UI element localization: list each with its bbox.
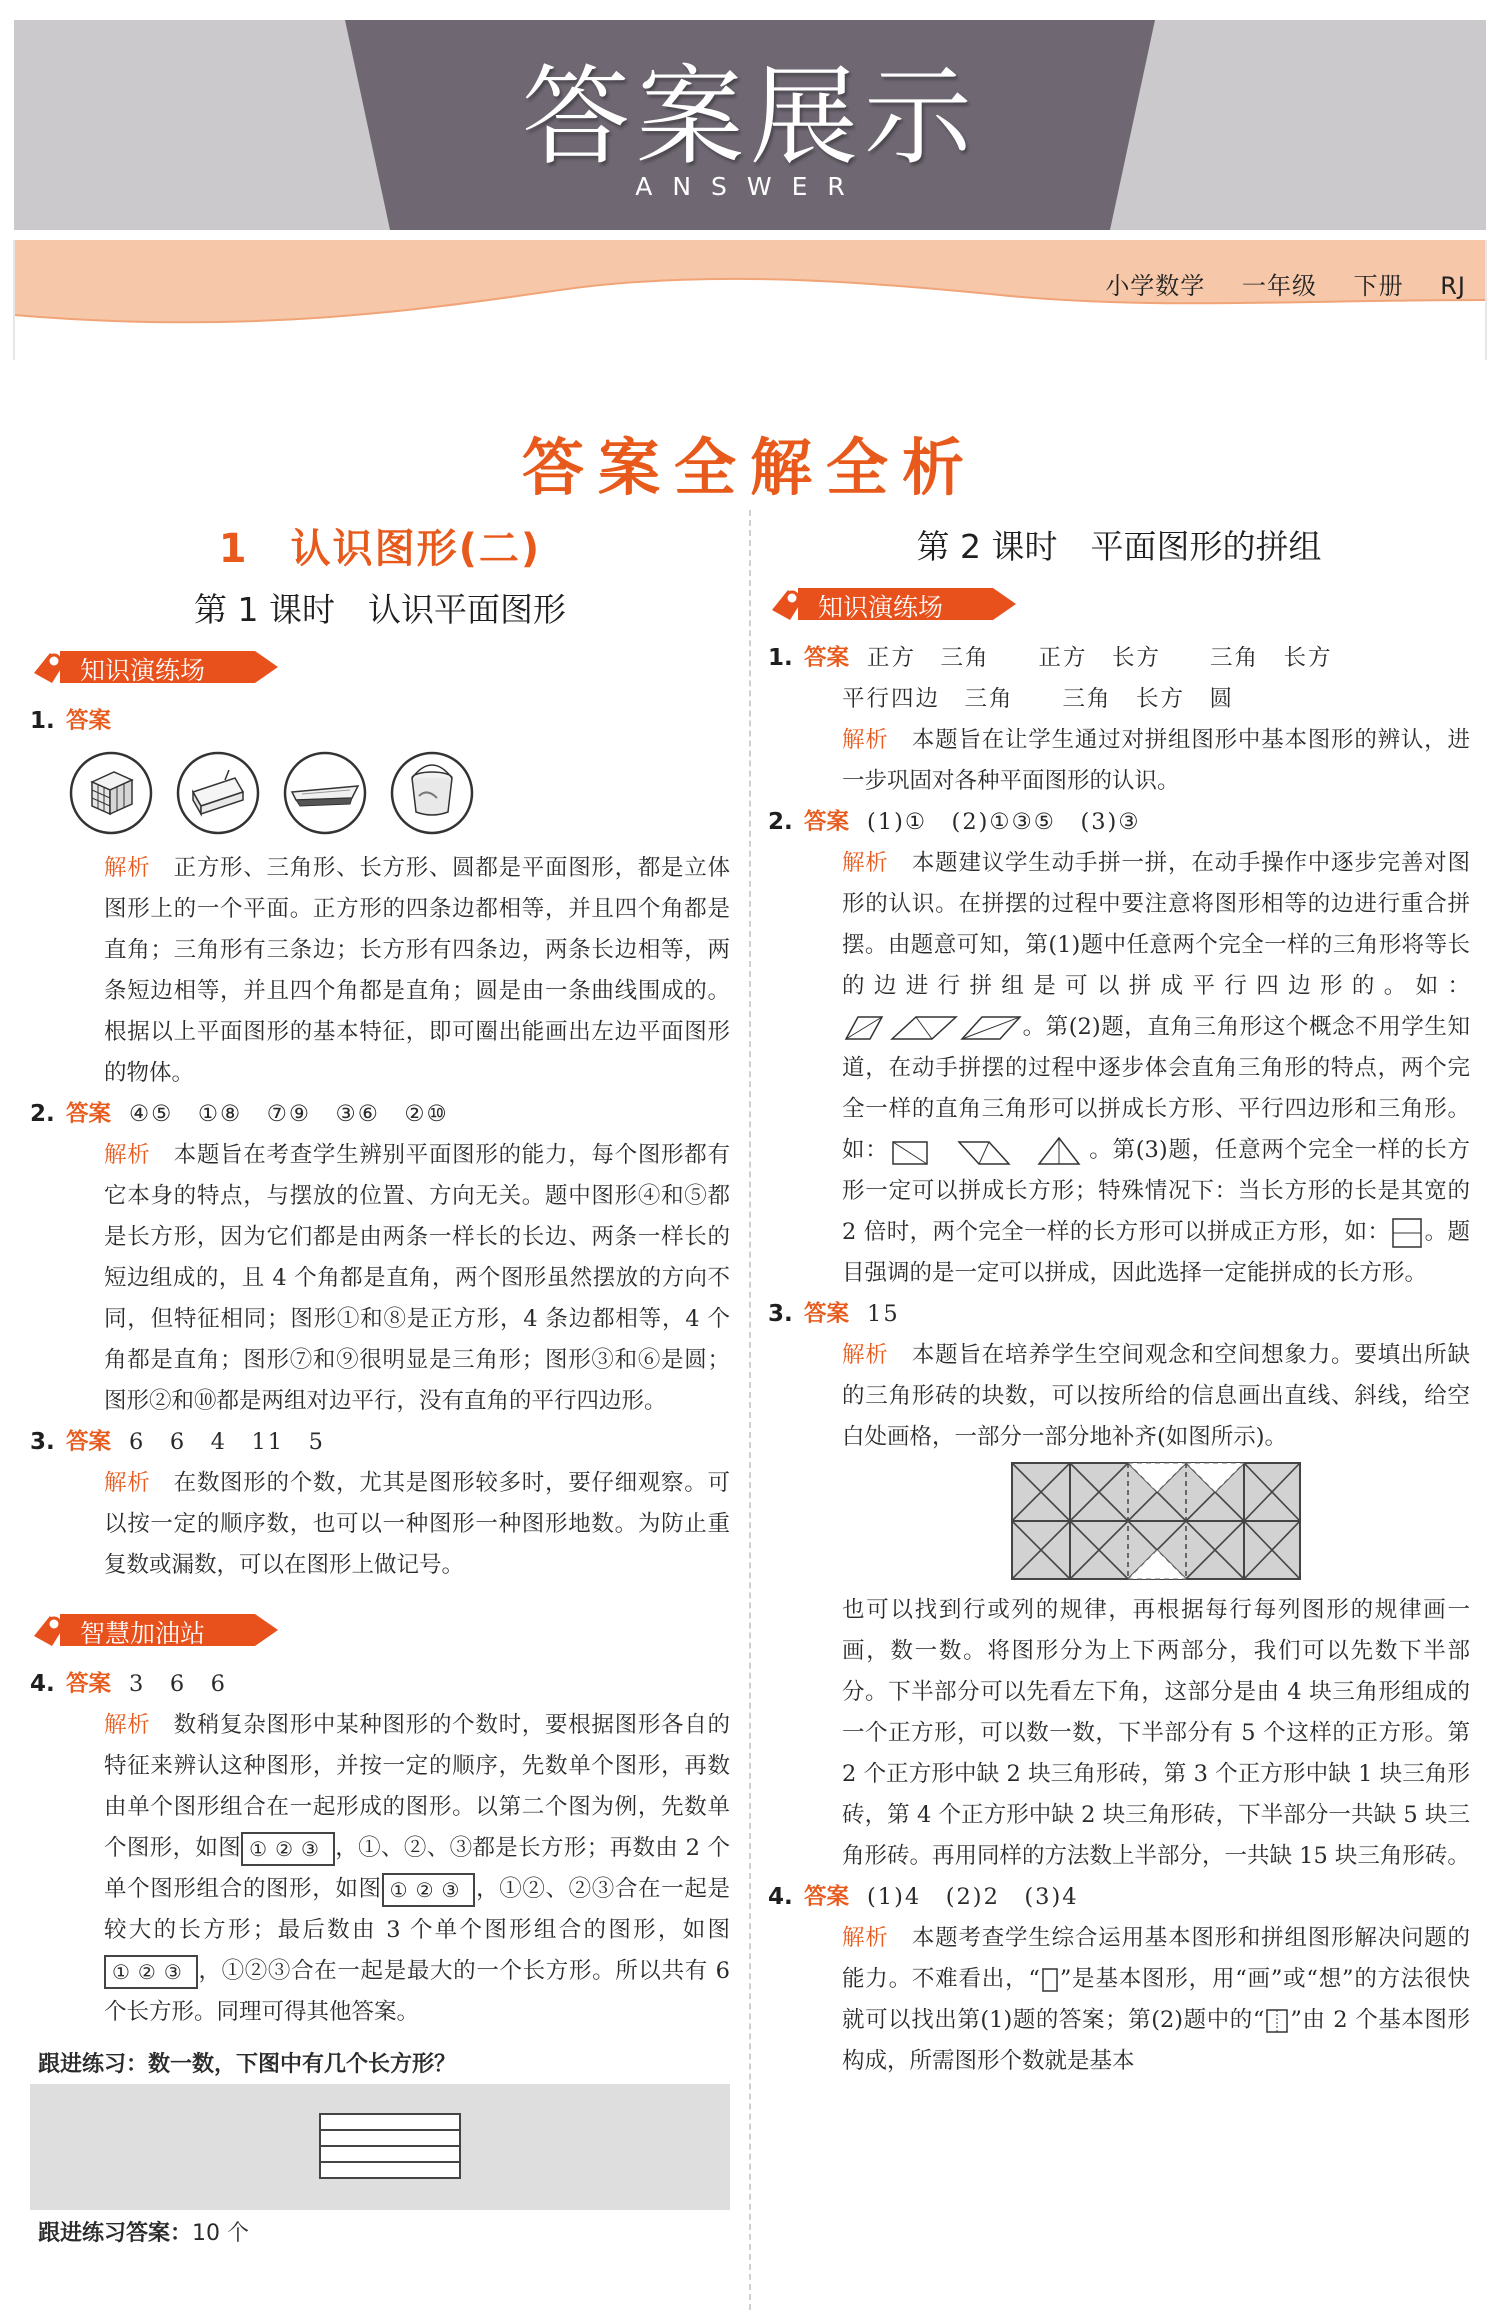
question-4	[30, 1664, 730, 2033]
lesson-title: 第 1 课时 认识平面图形	[194, 590, 566, 629]
analysis-text: 也可以找到行或列的规律，再根据每行每列图形的规律画一画，数一数。将图形分为上下两部分，我们可以先数下半部分。下半部分可以先看左下角，这部分是由 4 块三角形组成的一个正方形，可以数一数，下半部分有 5 个这样的正方形。第 2 个正方形中缺 2 块三角形砖，第 3 个正方形中缺 1 块三角形砖，第 4 个正方形中缺 2 块三角形砖，下半部分一共缺 5 块三角形砖。再用同样的方法数上半部分，一共缺 15 块三角形砖。	[842, 1597, 1470, 1869]
analysis-text: ，①②③合在一起是最大的一个长方形。所以共有 6 个长方形。同理可得其他答案。	[104, 1958, 730, 2025]
answer-values: 平行四边 三角 三角 长方 圆	[842, 686, 1235, 712]
answer-label: 答案	[804, 645, 850, 671]
question-number: 3.	[30, 1429, 55, 1455]
analysis-text: ”是基本图形，用“画”或“想”的方法很快就可以找出第(1)题的答案；第(2)题中的“	[842, 1966, 1470, 2033]
stacked-rectangles-figure	[30, 2084, 730, 2202]
lesson-title: 第 2 课时 平面图形的拼组	[916, 527, 1322, 566]
edition-label: RJ	[1440, 272, 1466, 300]
right-triangle-examples	[889, 1134, 1089, 1168]
analysis-text: 本题旨在让学生通过对拼组图形中基本图形的辨认，进一步巩固对各种平面图形的认识。	[842, 727, 1470, 794]
answer-values: 正方 三角 正方 长方 三角 长方	[867, 645, 1333, 671]
question-number: 3.	[768, 1301, 793, 1327]
section-tag	[30, 647, 730, 687]
analysis-label: 解析	[842, 727, 889, 753]
analysis-text: 在数图形的个数，尤其是图形较多时，要仔细观察。可以按一定的顺序数，也可以一种图形一种图形地数。为防止重复数或漏数，可以在图形上做记号。	[104, 1470, 730, 1578]
answer-values: 3 6 6	[129, 1671, 227, 1697]
analysis-text: ，①②、②③合在一起是较大的长方形；最后数由 3 个单个图形组合的图形，如图	[104, 1876, 730, 1943]
analysis-label: 解析	[104, 855, 151, 881]
analysis-label: 解析	[842, 1342, 889, 1368]
follow-up-practice	[30, 2041, 730, 2253]
answer-label: 答案	[804, 1884, 850, 1910]
question-number: 1.	[30, 708, 55, 734]
analysis-text: 本题考查学生综合运用基本图形和拼组图形解决问题的能力。不难看出，“	[842, 1925, 1470, 1992]
top-banner	[0, 0, 1500, 240]
follow-up-answer	[30, 2210, 730, 2253]
section-tag	[768, 584, 1470, 624]
analysis-text: 本题建议学生动手拼一拼，在动手操作中逐步完善对图形的认识。在拼摆的过程中要注意将图形相等的边进行重合拼摆。由题意可知，第(1)题中任意两个完全一样的三角形将等长的边进行拼组是可以拼成平行四边形的。如：	[842, 850, 1470, 999]
analysis-label: 解析	[842, 850, 889, 876]
question-3	[30, 1422, 730, 1586]
section-tag-label: 智慧加油站	[80, 1619, 206, 1648]
cake-slice-icon	[173, 748, 263, 838]
figure-boxes: ①②③	[104, 1955, 198, 1989]
bucket-icon	[387, 748, 477, 838]
question-1	[30, 701, 730, 1094]
analysis-text: 本题旨在培养学生空间观念和空间想象力。要填出所缺的三角形砖的块数，可以按所给的信息画出直线、斜线，给空白处画格，一部分一部分地补齐(如图所示)。	[842, 1342, 1470, 1450]
tile-figure	[842, 1458, 1470, 1590]
answer-label: 答案	[804, 1301, 850, 1327]
unit-title: 1 认识图形(二)	[218, 526, 542, 572]
answer-label: 答案	[66, 1671, 112, 1697]
parallelogram-examples	[842, 1013, 1022, 1043]
banner-subtitle: ANSWER	[635, 172, 865, 201]
answer-label: 答案	[66, 708, 112, 734]
section-tag-label: 知识演练场	[818, 593, 944, 622]
square-from-rectangles	[1390, 1216, 1424, 1250]
question-number: 4.	[30, 1671, 55, 1697]
analysis-text: ，①、②、③都是长方形；再数由 2 个单个图形组合的图形，如图	[104, 1835, 730, 1902]
analysis-text: ”由 2 个基本图形构成，所需图形个数就是基本	[842, 2007, 1471, 2074]
book-meta	[1077, 266, 1466, 301]
triangle-tile-grid	[1011, 1462, 1301, 1580]
section-tag	[30, 1610, 730, 1650]
analysis-text: 本题旨在考查学生辨别平面图形的能力，每个图形都有它本身的特点，与摆放的位置、方向无关。题中图形④和⑤都是长方形，因为它们都是由两条一样长的长边、两条一样长的短边组成的，且 4 个角都是直角，两个图形虽然摆放的方向不同，但特征相同；图形①和⑧是正方形，4 条边都相等，4 个角都是直角；图形⑦和⑨很明显是三角形；图形③和⑥是圆；图形②和⑩都是两组对边平行，没有直角的平行四边形。	[104, 1142, 730, 1414]
left-column	[30, 505, 730, 2253]
question-number: 1.	[768, 645, 793, 671]
answer-values: (1)① (2)①③⑤ (3)③	[867, 809, 1141, 835]
question-2	[768, 802, 1470, 1294]
answer-values: 6 6 4 11 5	[129, 1429, 325, 1455]
rubiks-cube-icon	[66, 748, 156, 838]
subject-label: 小学数学	[1105, 272, 1206, 300]
analysis-text: 。第(2)题，直角三角形这个概念不用学生知道，在动手拼摆的过程中逐步体会直角三角形的特点，两个完全一样的直角三角形可以拼成长方形、平行四边形和三角形。如：	[842, 1014, 1470, 1163]
analysis-text: 。题目强调的是一定可以拼成，因此选择一定能拼成的长方形。	[842, 1219, 1470, 1286]
knife-icon	[280, 748, 370, 838]
answer-values: ④⑤ ①⑧ ⑦⑨ ③⑥ ②⑩	[129, 1101, 449, 1127]
question-number: 2.	[768, 809, 793, 835]
analysis-label: 解析	[104, 1470, 151, 1496]
question-4	[768, 1877, 1470, 2082]
answer-icons	[66, 742, 730, 848]
grade-label: 一年级	[1241, 272, 1317, 300]
page-title: 答案全解全析	[521, 431, 978, 504]
answer-label: 答案	[804, 809, 850, 835]
follow-up-answer-value: 10 个	[192, 2221, 250, 2246]
answer-values: (1)4 (2)2 (3)4	[867, 1884, 1079, 1910]
answer-label: 答案	[66, 1429, 112, 1455]
analysis-label: 解析	[104, 1712, 151, 1738]
double-rectangle-icon	[1264, 2007, 1290, 2035]
follow-up-figure	[30, 2084, 730, 2202]
basic-rectangle-icon	[1040, 1966, 1060, 1994]
question-2	[30, 1094, 730, 1422]
figure-boxes: ①②③	[241, 1832, 335, 1866]
answer-values: 15	[867, 1301, 900, 1327]
figure-boxes: ①②③	[382, 1873, 476, 1907]
right-column	[768, 505, 1470, 2082]
question-number: 2.	[30, 1101, 55, 1127]
analysis-label: 解析	[842, 1925, 889, 1951]
analysis-label: 解析	[104, 1142, 151, 1168]
question-3	[768, 1294, 1470, 1877]
section-tag-label: 知识演练场	[80, 656, 206, 685]
column-divider	[749, 510, 751, 2310]
question-1	[768, 638, 1470, 802]
answer-label: 答案	[66, 1101, 112, 1127]
banner-title: 答案展示	[521, 55, 978, 180]
question-number: 4.	[768, 1884, 793, 1910]
analysis-text: 数稍复杂图形中某种图形的个数时，要根据图形各自的特征来辨认这种图形，并按一定的顺序，先数单个图形，再数由单个图形组合在一起形成的图形。以第二个图为例，先数单个图形，如图	[104, 1712, 730, 1861]
follow-up-question: 跟进练习：数一数，下图中有几个长方形？	[30, 2041, 730, 2084]
analysis-text: 正方形、三角形、长方形、圆都是平面图形，都是立体图形上的一个平面。正方形的四条边都相等，并且四个角都是直角；三角形有三条边；长方形有四条边，两条长边相等，两条短边相等，并且四个角都是直角；圆是由一条曲线围成的。根据以上平面图形的基本特征，即可圈出能画出左边平面图形的物体。	[104, 855, 730, 1086]
volume-label: 下册	[1353, 272, 1404, 300]
follow-up-answer-label: 跟进练习答案：	[38, 2221, 193, 2246]
analysis-text: 。第(3)题，任意两个完全一样的长方形一定可以拼成长方形；特殊情况下：当长方形的长是其宽的 2 倍时，两个完全一样的长方形可以拼成正方形，如：	[842, 1137, 1470, 1245]
